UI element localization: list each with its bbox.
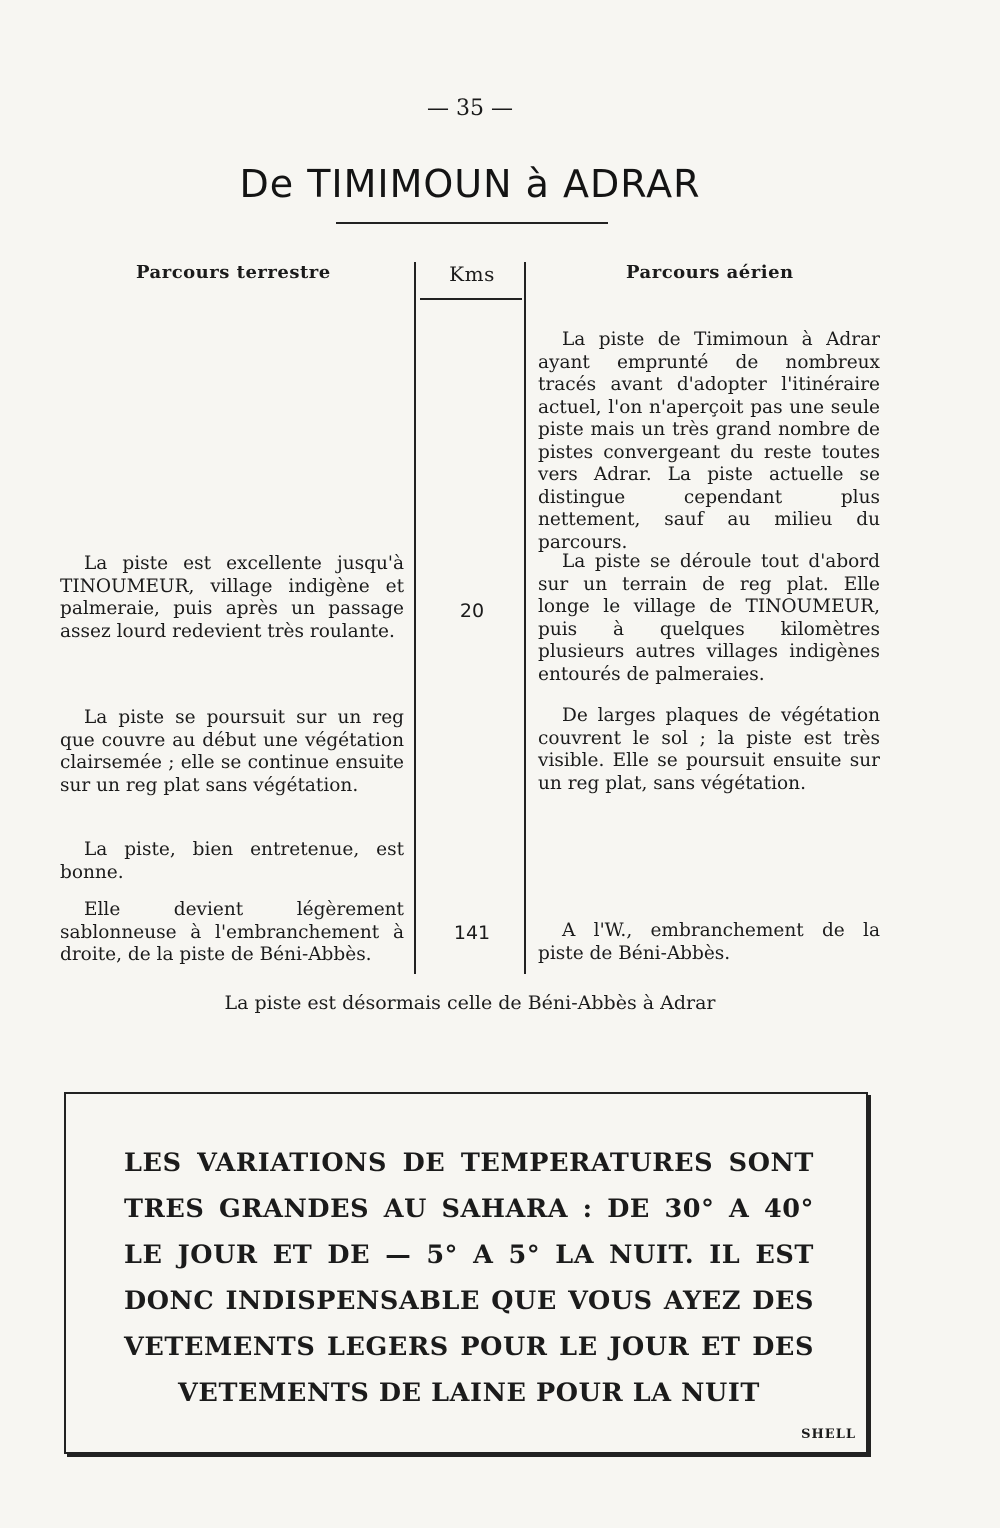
page-title: De TIMIMOUN à ADRAR xyxy=(239,162,701,206)
kms-header-rule xyxy=(420,298,522,300)
route-footer-note: La piste est désormais celle de Béni-Abbès à Adrar xyxy=(224,992,716,1014)
column-header-land-route: Parcours terrestre xyxy=(136,262,331,283)
column-header-air-route: Parcours aérien xyxy=(626,262,794,283)
land-route-paragraph: La piste, bien entretenue, est bonne. xyxy=(60,839,404,883)
title-underline xyxy=(336,222,608,224)
column-divider-right xyxy=(524,262,526,974)
temperature-notice-text: LES VARIATIONS DE TEMPERATURES SONT TRES GRANDES AU SAHARA : DE 30° A 40° LE JOUR ET DE — 5° A 5° LA NUIT. IL EST DONC INDISPENSABLE QUE VOUS AYEZ DES VETEMENTS LEGERS POUR LE JOUR ET DES VETEMENTS DE LAINE POUR LA NUIT xyxy=(124,1148,814,1408)
land-route-paragraph: La piste se poursuit sur un reg que couvre au début une végétation clairsemée ; elle se continue ensuite sur un reg plat sans végétation. xyxy=(60,707,404,796)
air-route-paragraph: A l'W., embranchement de la piste de Béni-Abbès. xyxy=(538,920,880,964)
air-route-paragraph: La piste se déroule tout d'abord sur un terrain de reg plat. Elle longe le village de TINOUMEUR, puis à quelques kilomètres plusieurs autres villages indigènes entourés de palmeraies. xyxy=(538,551,880,685)
land-route-paragraph: La piste est excellente jusqu'à TINOUMEUR, village indigène et palmeraie, puis après un passage assez lourd redevient très roulante. xyxy=(60,553,404,642)
km-marker: 20 xyxy=(459,600,485,622)
column-divider-left xyxy=(414,262,416,974)
km-marker: 141 xyxy=(453,922,491,944)
temperature-advertisement-box xyxy=(64,1092,868,1454)
land-route-paragraph: Elle devient légèrement sablonneuse à l'embranchement à droite, de la piste de Béni-Abbès. xyxy=(60,899,404,965)
advertiser-brand: SHELL xyxy=(801,1427,856,1442)
column-header-kms: Kms xyxy=(449,262,495,286)
air-route-paragraph: De larges plaques de végétation couvrent le sol ; la piste est très visible. Elle se poursuit ensuite sur un reg plat, sans végétation. xyxy=(538,705,880,794)
air-route-paragraph: La piste de Timimoun à Adrar ayant emprunté de nombreux tracés avant d'adopter l'itinéraire actuel, l'on n'aperçoit pas une seule piste mais un très grand nombre de pistes convergeant du reste toutes vers Adrar. La piste actuelle se distingue cependant plus nettement, sauf au milieu du parcours. xyxy=(538,329,880,553)
page-number: — 35 — xyxy=(427,96,513,121)
